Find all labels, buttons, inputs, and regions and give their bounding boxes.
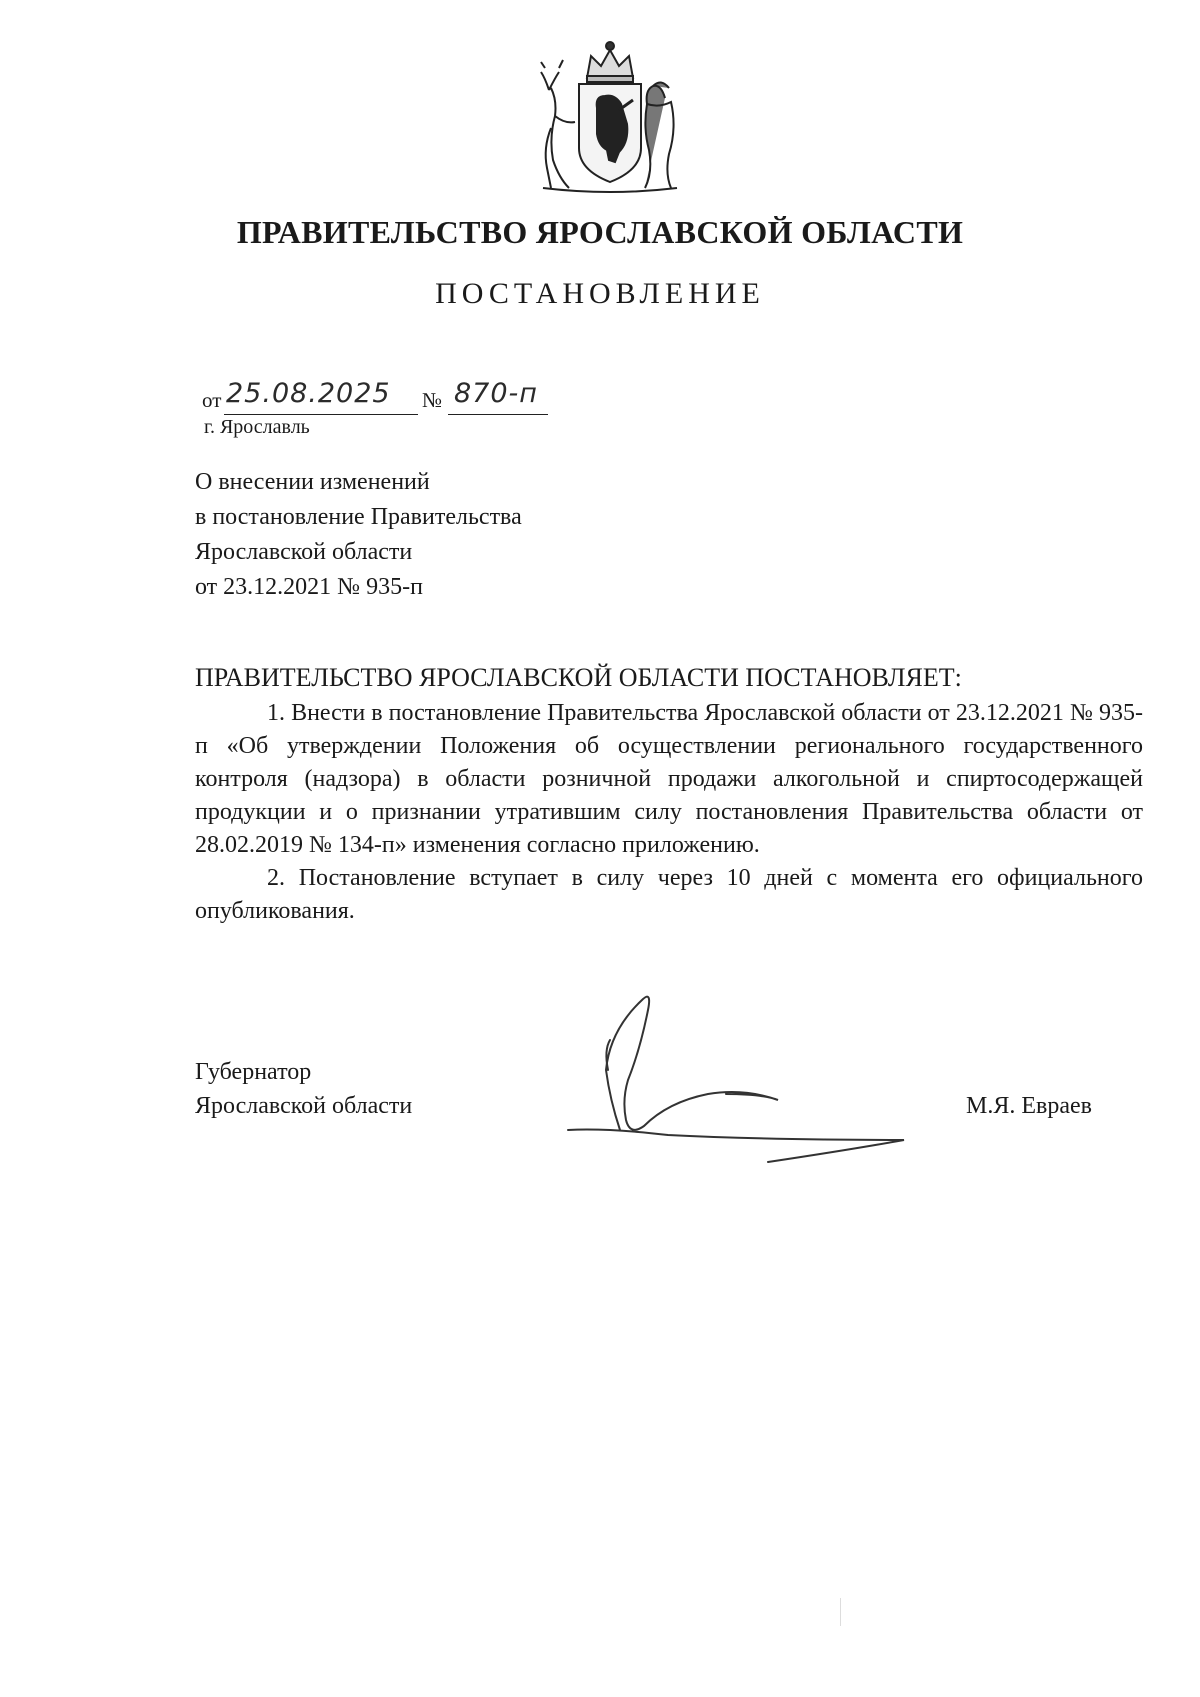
paragraph-2: 2. Постановление вступает в силу через 10 дней с момента его официального опубликования. [195,865,1143,924]
position-line: Губернатор [195,1059,312,1085]
number-prefix: № [422,388,443,412]
registration-line [202,378,582,418]
decree-heading: ПРАВИТЕЛЬСТВО ЯРОСЛАВСКОЙ ОБЛАСТИ ПОСТАНОВЛЯЕТ: [195,663,962,692]
subject-line: Ярославской области [195,539,413,565]
organization-title: ПРАВИТЕЛЬСТВО ЯРОСЛАВСКОЙ ОБЛАСТИ [236,214,964,250]
signature-icon [548,990,918,1170]
date-prefix: от [202,388,222,412]
scan-mark [840,1598,844,1626]
subject-line: от 23.12.2021 № 935-п [195,574,423,600]
signatory-name: М.Я. Евраев [966,1093,1092,1119]
handwritten-number: 870-п [454,378,538,409]
paragraph-1: 1. Внести в постановление Правительства Ярославской области от 23.12.2021 № 935-п «Об утверждении Положения об осуществлении регионального государственного контроля (надзора) в области розничной продажи алкогольной и спиртосодержащей продукции и о признании утратившим силу постановления Правительства области от 28.02.2019 № 134-п» изменения согласно приложению. [195,700,1143,858]
number-underline [448,414,548,415]
city: г. Ярославль [204,416,310,438]
coat-of-arms-icon [535,38,685,196]
body-text [195,697,1143,928]
document-subject [195,465,522,605]
date-underline [224,414,418,415]
subject-line: в постановление Правительства [195,504,522,530]
handwritten-date: 25.08.2025 [226,378,391,409]
document-type: ПОСТАНОВЛЕНИЕ [435,277,765,310]
position-line: Ярославской области [195,1093,413,1119]
signatory-position [195,1055,412,1123]
subject-line: О внесении изменений [195,469,430,495]
